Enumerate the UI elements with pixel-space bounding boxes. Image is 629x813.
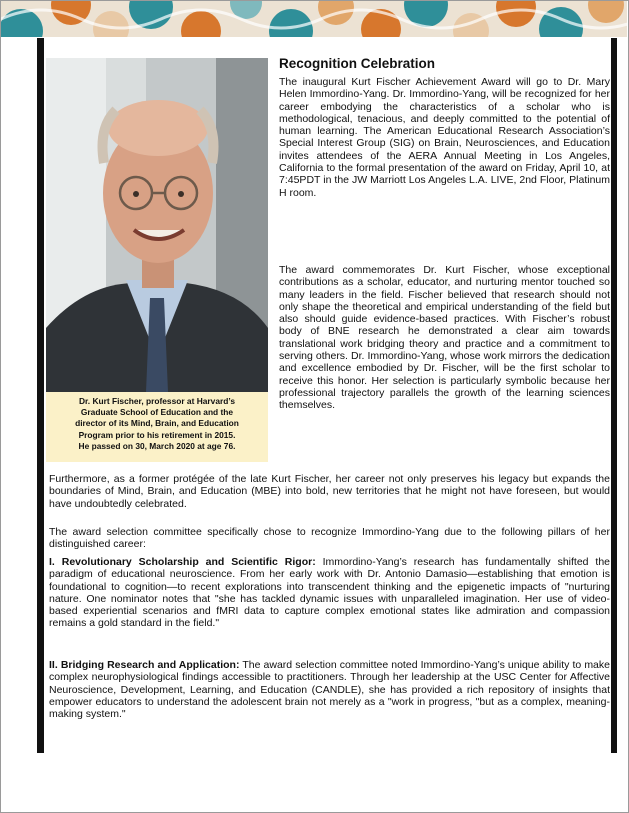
paragraph-award-announcement: The inaugural Kurt Fischer Achievement Award will go to Dr. Mary Helen Immordino-Yang. Dr. Immordino-Yang, will be recognized for her career embodying the characteristics of a scholar who is methodological, tenacious, and deeply committed to the potential of human learning. The American Educational Research Association’s Special Interest Group (SIG) on Brain, Neurosciences, and Education invites attendees of the AERA Annual Meeting in Los Angeles, California to the formal presentation of the award on Friday, April 10, at 7:45PDT in the JW Marriott Los Angeles L.A. LIVE, 2nd Floor, Platinum H room.: [279, 76, 610, 199]
decorative-banner: [1, 1, 627, 37]
paragraph-legacy: Furthermore, as a former protégée of the late Kurt Fischer, her career not only preserves his legacy but expands the boundaries of Mind, Brain, and Education (MBE) into bold, new territories that he might not have foreseen, but would have undoubtedly celebrated.: [49, 473, 610, 510]
paragraph-pillar-one: [49, 556, 610, 630]
banner-pattern: [1, 1, 627, 37]
pillar-one-text: Immordino-Yang’s research has fundamentally shifted the paradigm of educational neuroscience. From her early work with Dr. Antonio Damasio—establishing that emotion is foundational to cognition—to recent explorations into transcendent thinking and the epigenetic impacts of "nurturing nature. One nominator notes that "she has tackled dynamic issues with unparalleled imagination. Her use of video-based experiential scenarios and fMRI data to capture complex emotional states like admiration and compassion remains a gold standard in the field.": [49, 556, 611, 630]
paragraph-pillar-two: [49, 659, 610, 720]
caption-line: He passed on 30, March 2020 at age 76.: [78, 440, 236, 451]
left-border-band: [37, 38, 44, 753]
pillar-two-text: The award selection committee noted Immordino-Yang’s unique ability to make complex neurophysiological findings accessible to practitioners. Through her leadership at the USC Center for Affective Neuroscience, Development, Learning, and Education (CANDLE), she has provided a rich repository of insights that empower educators to understand the adolescent brain not merely as a "work in progress, "but as a complex, meaning-making system.": [49, 659, 610, 721]
portrait-photo: [46, 58, 268, 392]
pillar-one-heading: I. Revolutionary Scholarship and Scientific Rigor:: [49, 556, 316, 568]
paragraph-award-commemoration: The award commemorates Dr. Kurt Fischer, whose exceptional contributions as a scholar, educator, and nurturing mentor touched so many leaders in the field. Fischer believed that research should not only shape the theoretical and empirical understanding of the field but also should guide evidence-based practices. With Fischer’s robust body of BNE research he demonstrated a clear aim towards translational work bridging theory and practice and a commitment to serving others. Dr. Immordino-Yang, whose work mirrors the dedication and excellence embodied by Dr. Fischer, will be the first scholar to receive this honor. Her selection is particularly symbolic because her professional trajectory parallels the growth of the learning sciences themselves.: [279, 264, 610, 412]
caption-line: Graduate School of Education and the: [80, 407, 234, 418]
caption-line: Program prior to his retirement in 2015.: [78, 429, 236, 440]
article-title: Recognition Celebration: [279, 56, 436, 71]
right-border-band: [611, 38, 617, 753]
pillar-two-heading: II. Bridging Research and Application:: [49, 659, 240, 671]
photo-caption: [46, 392, 268, 462]
caption-line: Dr. Kurt Fischer, professor at Harvard’s: [78, 396, 236, 406]
paragraph-selection-intro: The award selection committee specifically chose to recognize Immordino-Yang due to the following pillars of her distinguished career:: [49, 526, 610, 551]
caption-line: director of its Mind, Brain, and Education: [75, 418, 239, 429]
